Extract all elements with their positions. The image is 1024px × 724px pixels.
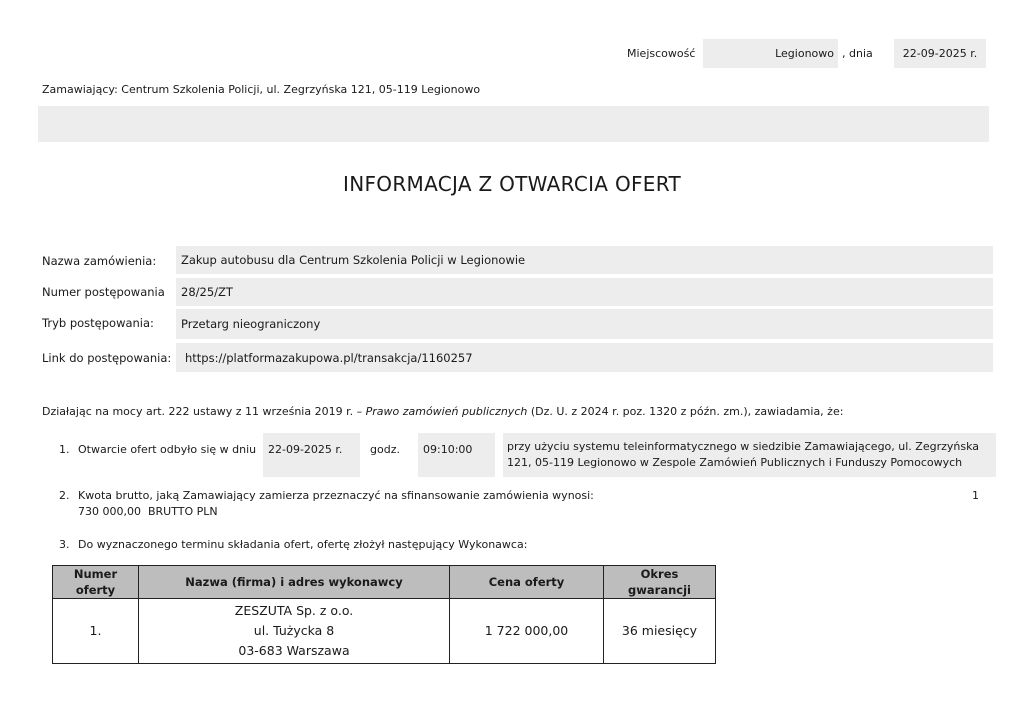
item2-number: 2. — [59, 489, 70, 502]
table-header-row — [53, 566, 716, 599]
item1-date: 22-09-2025 r. — [268, 443, 343, 456]
offer-warranty: 36 miesięcy — [604, 599, 716, 664]
item1-time: 09:10:00 — [423, 443, 473, 456]
intro-part2: (Dz. U. z 2024 r. poz. 1320 z późn. zm.), zawiadamia, że: — [527, 405, 844, 418]
item1-place-field — [503, 433, 996, 477]
item1-date-field — [263, 433, 360, 477]
numer-value: 28/25/ZT — [181, 285, 233, 299]
item1-place: przy użyciu systemu teleinformatycznego w siedzibie Zamawiającego, ul. Zegrzyńska 121, 05-119 Legionowo w Zespole Zamówień Publicznych i Funduszy Pomocowych — [507, 440, 980, 469]
link-value[interactable]: https://platformazakupowa.pl/transakcja/1160257 — [185, 350, 473, 365]
item1-text: Otwarcie ofert odbyło się w dniu — [78, 443, 257, 456]
nazwa-value: Zakup autobusu dla Centrum Szkolenia Policji w Legionowie — [181, 253, 526, 267]
intro-italic: Prawo zamówień publicznych — [365, 405, 528, 418]
header-numer-oferty: Numer oferty — [53, 566, 139, 599]
date-value: 22-09-2025 r. — [902, 47, 978, 60]
tryb-field — [176, 309, 993, 339]
item3-number: 3. — [59, 538, 70, 551]
numer-label: Numer postępowania — [42, 285, 165, 299]
tryb-value: Przetarg nieograniczony — [181, 317, 321, 331]
tryb-label: Tryb postępowania: — [42, 316, 154, 330]
header-nazwa-wykonawcy: Nazwa (firma) i adres wykonawcy — [139, 566, 450, 599]
item2-amount: 730 000,00 BRUTTO PLN — [78, 505, 218, 518]
header-cena-oferty: Cena oferty — [450, 566, 604, 599]
page-title: INFORMACJA Z OTWARCIA OFERT — [343, 172, 681, 196]
contractor-name: ZESZUTA Sp. z o.o. — [234, 603, 354, 618]
dnia-label: , dnia — [842, 47, 873, 60]
item2-side-number: 1 — [972, 489, 979, 502]
intro-part1: Działając na mocy art. 222 ustawy z 11 września 2019 r. – — [42, 405, 366, 418]
offer-number: 1. — [53, 599, 139, 664]
item1-time-field — [418, 433, 495, 477]
empty-field — [38, 106, 989, 142]
offer-contractor — [139, 599, 450, 664]
miejscowosc-field — [703, 39, 838, 68]
zamawiajacy-line: Zamawiający: Centrum Szkolenia Policji, ul. Zegrzyńska 121, 05-119 Legionowo — [42, 83, 481, 96]
link-label: Link do postępowania: — [42, 351, 172, 365]
item1-godz-label: godz. — [370, 443, 400, 456]
intro-paragraph — [42, 405, 843, 418]
contractor-city: 03-683 Warszawa — [238, 643, 350, 658]
item3-text: Do wyznaczonego terminu składania ofert, ofertę złożył następujący Wykonawca: — [78, 538, 528, 551]
miejscowosc-label: Miejscowość — [627, 47, 696, 60]
table-row — [53, 599, 716, 664]
item2-text: Kwota brutto, jaką Zamawiający zamierza przeznaczyć na sfinansowanie zamówienia wynosi: — [78, 489, 594, 502]
link-field[interactable] — [176, 343, 993, 372]
item1-number: 1. — [59, 443, 70, 456]
miejscowosc-value: Legionowo — [775, 47, 834, 60]
date-field — [894, 39, 986, 68]
contractor-street: ul. Tużycka 8 — [253, 623, 335, 638]
offers-table — [52, 565, 716, 664]
nazwa-field — [176, 246, 993, 274]
header-okres-gwarancji: Okres gwarancji — [604, 566, 716, 599]
numer-field — [176, 278, 993, 306]
nazwa-label: Nazwa zamówienia: — [42, 254, 157, 268]
offer-price: 1 722 000,00 — [450, 599, 604, 664]
